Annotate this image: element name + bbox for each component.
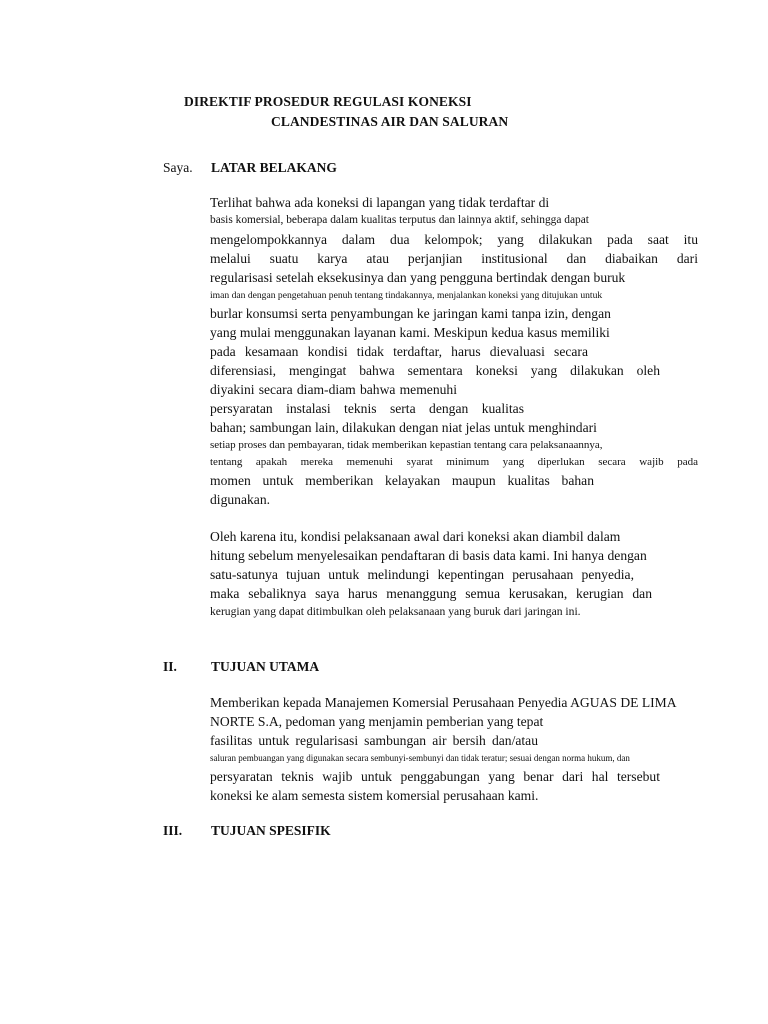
paragraph-line: koneksi ke alam semesta sistem komersial perusahaan kami.: [210, 788, 539, 803]
section-1-paragraph-2: [210, 527, 698, 620]
paragraph-line: diferensiasi, mengingat bahwa sementara koneksi yang dilakukan oleh: [210, 363, 660, 378]
paragraph-line: momen untuk memberikan kelayakan maupun kualitas bahan: [210, 473, 594, 488]
paragraph-line: maka sebaliknya saya harus menanggung semua kerusakan, kerugian dan: [210, 586, 652, 601]
section-2-paragraph-1: [210, 693, 698, 805]
paragraph-line: digunakan.: [210, 492, 271, 507]
paragraph-line: tentang apakah mereka memenuhi syarat minimum yang diperlukan secara wajib pada: [210, 456, 698, 468]
paragraph-line: pada kesamaan kondisi tidak terdaftar, harus dievaluasi secara: [210, 344, 588, 359]
document-title-line-1: DIREKTIF PROSEDUR REGULASI KONEKSI: [184, 94, 472, 109]
paragraph-line: hitung sebelum menyelesaikan pendaftaran di basis data kami. Ini hanya dengan: [210, 548, 647, 563]
paragraph-line: satu-satunya tujuan untuk melindungi kepentingan perusahaan penyedia,: [210, 567, 634, 582]
document-title-line-2: CLANDESTINAS AIR DAN SALURAN: [271, 114, 509, 129]
paragraph-line: iman dan dengan pengetahuan penuh tentang tindakannya, menjalankan koneksi yang ditujukan untuk: [210, 290, 603, 301]
section-2-heading: TUJUAN UTAMA: [211, 659, 320, 674]
section-2-number: II.: [163, 659, 177, 674]
paragraph-line: persyaratan teknis wajib untuk penggabungan yang benar dari hal tersebut: [210, 769, 660, 784]
paragraph-line: burlar konsumsi serta penyambungan ke jaringan kami tanpa izin, dengan: [210, 306, 611, 321]
paragraph-line: regularisasi setelah eksekusinya dan yang pengguna bertindak dengan buruk: [210, 270, 626, 285]
paragraph-line: saluran pembuangan yang digunakan secara sembunyi-sembunyi dan tidak teratur; sesuai dengan norma hukum, dan: [210, 753, 630, 763]
paragraph-line: NORTE S.A, pedoman yang menjamin pemberian yang tepat: [210, 714, 544, 729]
paragraph-line: kerugian yang dapat ditimbulkan oleh pelaksanaan yang buruk dari jaringan ini.: [210, 605, 581, 618]
section-1-number: Saya.: [163, 160, 193, 175]
section-3-heading: TUJUAN SPESIFIK: [211, 823, 331, 838]
paragraph-line: mengelompokkannya dalam dua kelompok; yang dilakukan pada saat itu: [210, 232, 698, 247]
paragraph-line: Terlihat bahwa ada koneksi di lapangan yang tidak terdaftar di: [210, 195, 550, 210]
section-3-number: III.: [163, 823, 183, 838]
paragraph-line: diyakini secara diam-diam bahwa memenuhi: [210, 382, 457, 397]
paragraph-line: Memberikan kepada Manajemen Komersial Perusahaan Penyedia AGUAS DE LIMA: [210, 695, 677, 710]
paragraph-line: setiap proses dan pembayaran, tidak memberikan kepastian tentang cara pelaksanaannya,: [210, 439, 603, 451]
section-1-heading: LATAR BELAKANG: [211, 160, 337, 175]
paragraph-line: yang mulai menggunakan layanan kami. Meskipun kedua kasus memiliki: [210, 325, 610, 340]
paragraph-line: basis komersial, beberapa dalam kualitas terputus dan lainnya aktif, sehingga dapat: [210, 214, 589, 226]
paragraph-line: persyaratan instalasi teknis serta dengan kualitas: [210, 401, 524, 416]
paragraph-line: bahan; sambungan lain, dilakukan dengan niat jelas untuk menghindari: [210, 420, 597, 435]
paragraph-line: fasilitas untuk regularisasi sambungan air bersih dan/atau: [210, 733, 538, 748]
section-1-paragraph-1: [210, 193, 698, 509]
paragraph-line: Oleh karena itu, kondisi pelaksanaan awal dari koneksi akan diambil dalam: [210, 529, 621, 544]
paragraph-line: melalui suatu karya atau perjanjian institusional dan diabaikan dari: [210, 251, 698, 266]
